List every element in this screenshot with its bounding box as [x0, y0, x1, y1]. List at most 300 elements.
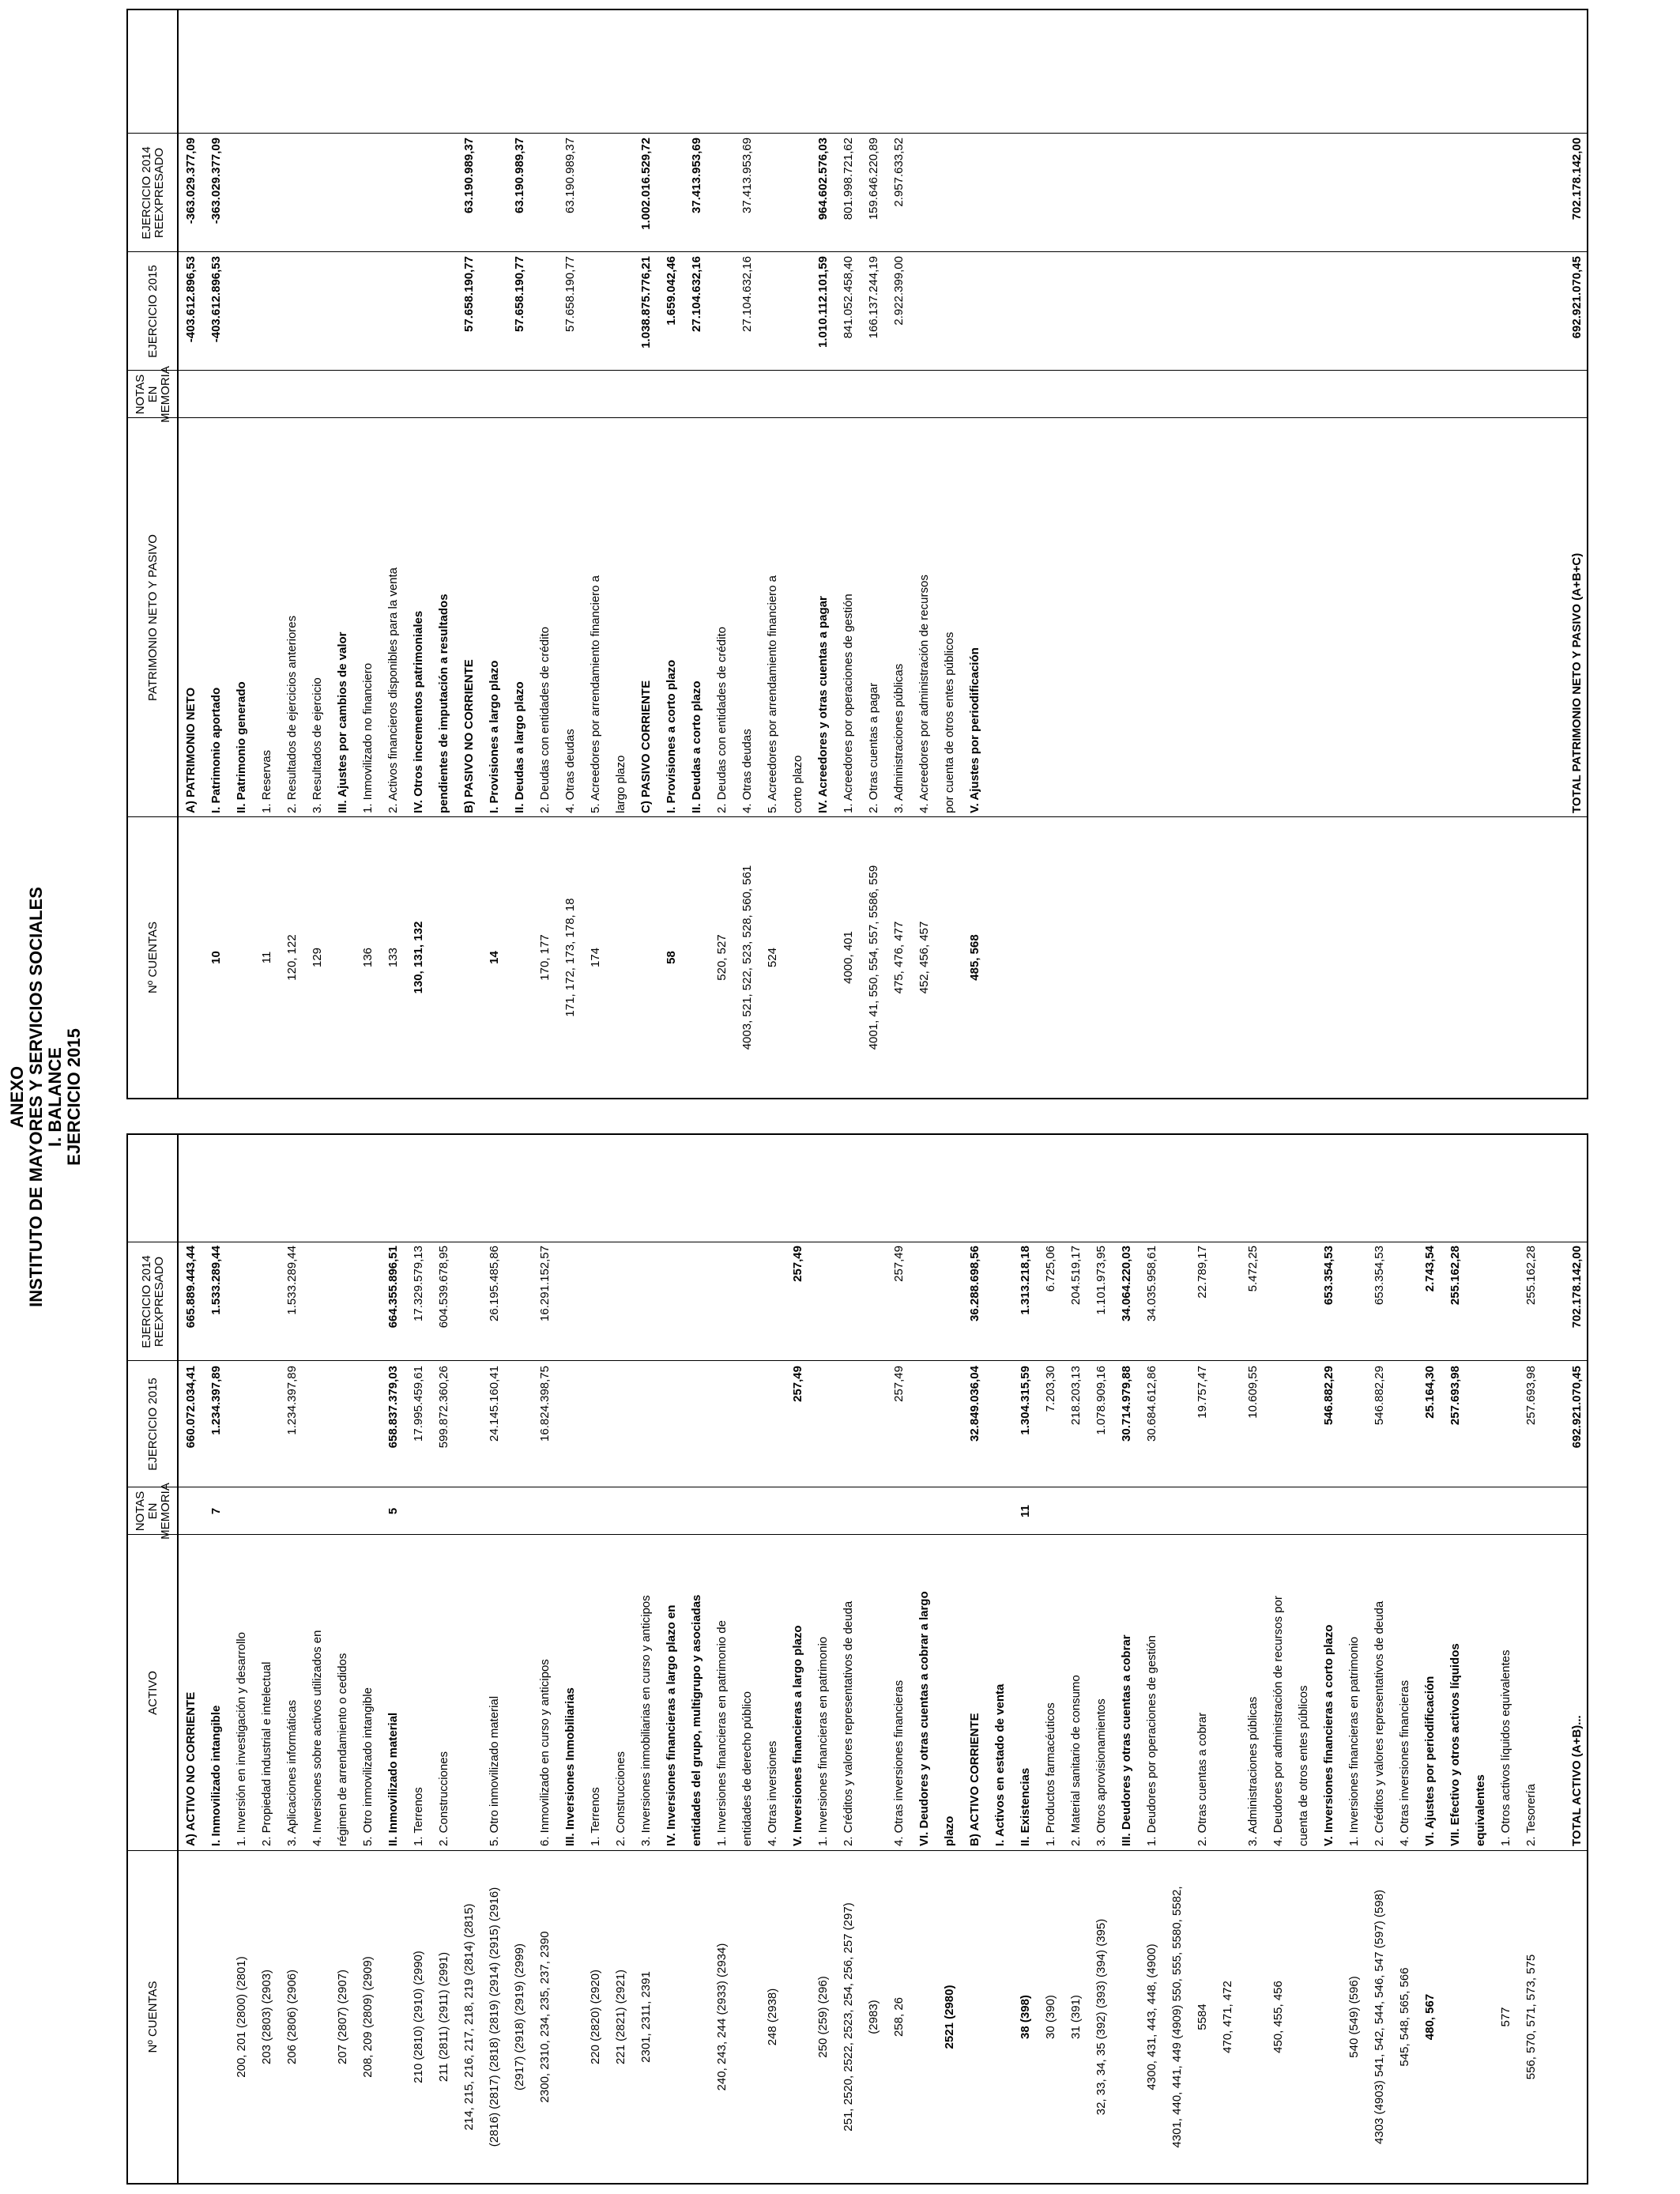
table-row — [942, 1135, 958, 2183]
row-accounts: 4300, 431, 443, 448, (4900) — [1145, 1943, 1158, 2090]
row-value-2015: 32.849.036,04 — [968, 1366, 981, 1442]
table-row — [993, 1135, 1008, 2183]
row-value-2014: 37.413.953,69 — [690, 138, 703, 213]
row-accounts: 14 — [488, 951, 501, 964]
row-accounts: 120, 122 — [285, 934, 299, 981]
header-pasivo: PATRIMONIO NETO Y PASIVO — [146, 534, 160, 701]
row-accounts: 174 — [589, 947, 602, 968]
row-accounts: 4001, 41, 550, 554, 557, 5586, 559 — [867, 865, 880, 1050]
row-accounts: 450, 455, 456 — [1271, 1981, 1285, 2053]
table-row — [1271, 1135, 1286, 2183]
row-accounts: 136 — [361, 947, 375, 968]
row-label: 2. Deudas con entidades de crédito — [538, 627, 552, 813]
row-note: 7 — [209, 1507, 223, 1515]
table-row — [386, 1135, 401, 2183]
table-row — [209, 10, 224, 1098]
row-label: 2. Construcciones — [614, 1751, 627, 1846]
row-label: 3. Resultados de ejercicio — [311, 677, 324, 813]
row-value-2014: 1.533.289,44 — [209, 1246, 223, 1315]
total-row — [1569, 10, 1585, 1098]
row-label: 4. Otras deudas — [563, 729, 577, 813]
row-value-2015: 27.104.632,16 — [740, 256, 754, 332]
row-label: equivalentes — [1474, 1774, 1487, 1846]
header-activo: ACTIVO — [146, 1671, 160, 1715]
table-row — [1498, 1135, 1514, 2183]
table-row — [588, 10, 604, 1098]
row-accounts: 2301, 2311, 2391 — [639, 1971, 653, 2063]
table-row — [1144, 1135, 1160, 2183]
table-row — [512, 10, 528, 1098]
row-value-2015: 692.921.070,45 — [1570, 256, 1584, 339]
row-value-2014: 34.064.220,03 — [1120, 1246, 1133, 1321]
row-label: por cuenta de otros entes públicos — [943, 631, 956, 813]
row-value-2015: 599.872.360,26 — [437, 1366, 450, 1449]
row-value-2015: 1.010.112.101,59 — [816, 256, 830, 348]
row-accounts: 203 (2803) (2903) — [260, 1969, 273, 2065]
row-value-2014: 63.190.989,37 — [563, 138, 577, 213]
table-row — [1347, 1135, 1362, 2183]
row-value-2014: 1.002.016.529,72 — [639, 138, 653, 230]
row-label: B) ACTIVO CORRIENTE — [968, 1713, 981, 1846]
table-row — [1195, 1135, 1211, 2183]
row-value-2015: 546.882,29 — [1322, 1366, 1335, 1426]
row-value-2015: 1.038.875.776,21 — [639, 256, 653, 349]
table-row — [1094, 1135, 1109, 2183]
row-value-2015: -403.612.896,53 — [209, 256, 223, 343]
row-accounts: 130, 131, 132 — [412, 921, 425, 994]
row-label: entidades del grupo, multigrupo y asociadas — [690, 1594, 703, 1846]
pasivo-header — [128, 10, 179, 1098]
row-label: 4. Otras inversiones financieras — [1398, 1679, 1411, 1846]
table-row — [461, 1135, 477, 2183]
row-value-2014: 37.413.953,69 — [740, 138, 754, 213]
row-value-2015: 257,49 — [791, 1366, 804, 1402]
row-value-2014: 22.789,17 — [1196, 1246, 1209, 1299]
table-row — [259, 1135, 275, 2183]
row-value-2014: 964.602.576,03 — [816, 138, 830, 221]
table-row — [891, 10, 907, 1098]
row-accounts: 2300, 2310, 234, 235, 237, 2390 — [538, 1931, 552, 2103]
row-accounts: (2917) (2918) (2919) (2999) — [513, 1943, 526, 2090]
table-row — [1448, 1135, 1463, 2183]
row-label: VI. Ajustes por periodificación — [1423, 1676, 1437, 1846]
row-label: I. Inmovilizado intangible — [209, 1705, 223, 1846]
row-label: III. Inversiones Inmobiliarias — [563, 1687, 577, 1846]
table-row — [537, 1135, 553, 2183]
table-row — [1170, 1135, 1185, 2183]
table-row — [563, 10, 578, 1098]
row-label: 1. Inversiones financieras en patrimonio — [1347, 1636, 1361, 1846]
row-label: 1. Inversión en investigación y desarrollo — [235, 1632, 248, 1846]
row-value-2014: 2.957.633,52 — [892, 138, 906, 207]
row-value-2015: 257.693,98 — [1448, 1366, 1462, 1426]
annex-title: ANEXO — [7, 1065, 27, 1129]
table-row — [1043, 1135, 1059, 2183]
row-value-2014: 26.195.485,86 — [488, 1246, 501, 1321]
table-row — [664, 10, 680, 1098]
table-row — [1296, 1135, 1312, 2183]
table-row — [1321, 1135, 1337, 2183]
row-accounts: 4003, 521, 522, 523, 528, 560, 561 — [740, 865, 754, 1050]
row-accounts: 524 — [766, 947, 779, 968]
row-accounts: 251, 2520, 2522, 2523, 254, 256, 257 (297) — [842, 1902, 855, 2132]
table-row — [537, 10, 553, 1098]
row-accounts: 211 (2811) (2911) (2991) — [437, 1951, 450, 2083]
table-row — [942, 10, 958, 1098]
row-accounts: 4303 (4903) 541, 542, 544, 546, 547 (597) (598) — [1373, 1890, 1386, 2144]
row-label: 2. Créditos y valores representativos de deuda — [842, 1600, 855, 1846]
table-row — [841, 1135, 857, 2183]
row-accounts: 129 — [311, 947, 324, 968]
row-accounts: 577 — [1499, 2007, 1512, 2027]
row-value-2014: 63.190.989,37 — [513, 138, 526, 213]
header-cuentas: Nº CUENTAS — [146, 921, 160, 994]
table-row — [411, 1135, 427, 2183]
row-label: I. Provisiones a corto plazo — [665, 659, 678, 813]
row-label: VII. Efectivo y otros activos líquidos — [1448, 1643, 1462, 1846]
row-accounts: 4301, 440, 441, 449 (4909) 550, 555, 5580, 5582, — [1170, 1886, 1184, 2148]
row-value-2014: 255.162,28 — [1448, 1246, 1462, 1306]
row-value-2014: -363.029.377,09 — [184, 138, 198, 224]
row-accounts: (2816) (2817) (2818) (2819) (2914) (2915) (2916) — [488, 1887, 501, 2147]
row-label: 4. Otras inversiones financieras — [892, 1679, 906, 1846]
row-label: I. Provisiones a largo plazo — [488, 660, 501, 813]
activo-rows — [179, 1135, 1587, 2183]
row-accounts: 4000, 401 — [842, 931, 855, 984]
row-accounts: 170, 177 — [538, 934, 552, 981]
row-label: V. Inversiones financieras a corto plazo — [1322, 1624, 1335, 1846]
row-value-2014: 63.190.989,37 — [462, 138, 476, 213]
table-row — [512, 1135, 528, 2183]
table-row — [790, 10, 806, 1098]
fiscal-year-title: EJERCICIO 2015 — [64, 1028, 84, 1166]
row-label: 2. Activos financieros disponibles para la venta — [386, 567, 400, 813]
row-value-2015: 692.921.070,45 — [1570, 1366, 1584, 1449]
table-row — [1018, 1135, 1034, 2183]
row-label: II. Existencias — [1019, 1767, 1032, 1846]
row-label: 4. Acreedores por administración de recursos — [917, 575, 931, 813]
row-value-2015: 25.164,30 — [1423, 1366, 1437, 1419]
row-label: VI. Deudores y otras cuentas a cobrar a largo — [917, 1591, 931, 1846]
row-label: corto plazo — [791, 755, 804, 813]
table-row — [284, 10, 300, 1098]
row-label: 3. Otros aprovisionamientos — [1094, 1698, 1108, 1846]
row-accounts: 221 (2821) (2921) — [614, 1969, 627, 2065]
table-row — [816, 10, 831, 1098]
row-accounts: 250 (259) (296) — [816, 1976, 830, 2058]
row-accounts: 200, 201 (2800) (2801) — [235, 1956, 248, 2078]
header-notas: NOTAS EN MEMORIA — [134, 366, 172, 423]
row-label: 1. Terrenos — [412, 1787, 425, 1846]
table-row — [1119, 1135, 1135, 2183]
row-value-2015: 841.052.458,40 — [842, 256, 855, 339]
table-row — [183, 10, 199, 1098]
row-label: cuenta de otros entes públicos — [1297, 1685, 1310, 1846]
row-value-2014: 1.313.218,18 — [1019, 1246, 1032, 1315]
row-label: TOTAL ACTIVO (A+B)... — [1570, 1715, 1584, 1846]
row-label: 1. Inmovilizado no financiero — [361, 662, 375, 813]
row-value-2015: 19.757,47 — [1196, 1366, 1209, 1419]
row-accounts: 11 — [260, 951, 273, 964]
row-label: A) ACTIVO NO CORRIENTE — [184, 1691, 198, 1846]
row-accounts: 220 (2820) (2920) — [589, 1969, 602, 2065]
row-value-2015: 10.609,55 — [1246, 1366, 1260, 1419]
table-row — [664, 1135, 680, 2183]
table-row — [816, 1135, 831, 2183]
row-label: 2. Créditos y valores representativos de deuda — [1373, 1600, 1386, 1846]
table-row — [866, 10, 882, 1098]
row-value-2014: 257,49 — [791, 1246, 804, 1282]
row-accounts: 38 (398) — [1019, 1995, 1032, 2039]
row-label: III. Ajustes por cambios de valor — [336, 631, 349, 813]
table-row — [209, 1135, 224, 2183]
table-row — [563, 1135, 578, 2183]
row-value-2014: 702.178.142,00 — [1570, 138, 1584, 221]
table-row — [1524, 1135, 1539, 2183]
table-row — [967, 1135, 983, 2183]
row-accounts: 171, 172, 173, 178, 18 — [563, 898, 577, 1017]
table-row — [891, 1135, 907, 2183]
row-label: 5. Acreedores por arrendamiento financiero a — [766, 575, 779, 813]
row-value-2014: 5.472,25 — [1246, 1246, 1260, 1292]
table-row — [917, 1135, 932, 2183]
row-accounts: 2521 (2980) — [943, 1985, 956, 2049]
row-label: A) PATRIMONIO NETO — [184, 687, 198, 813]
table-row — [259, 10, 275, 1098]
row-value-2015: 218.203,13 — [1069, 1366, 1083, 1426]
row-value-2014: 702.178.142,00 — [1570, 1246, 1584, 1329]
row-value-2015: 7.203,30 — [1044, 1366, 1057, 1412]
table-row — [310, 1135, 326, 2183]
row-value-2014: 653.354,53 — [1373, 1246, 1386, 1306]
table-row — [411, 10, 427, 1098]
row-value-2014: 801.998.721,62 — [842, 138, 855, 221]
row-value-2014: 257,49 — [892, 1246, 906, 1282]
row-note: 5 — [386, 1507, 400, 1515]
table-row — [689, 1135, 705, 2183]
row-accounts: 480, 567 — [1423, 1993, 1437, 2041]
row-label: 1. Otros activos líquidos equivalentes — [1499, 1649, 1512, 1846]
row-value-2015: 257,49 — [892, 1366, 906, 1402]
table-row — [613, 10, 629, 1098]
pasivo-table — [126, 9, 1588, 1099]
row-value-2014: 204.519,17 — [1069, 1246, 1083, 1306]
row-value-2014: 653.354,53 — [1322, 1246, 1335, 1306]
table-row — [487, 10, 503, 1098]
row-label: 5. Otro inmovilizado intangible — [361, 1687, 375, 1846]
row-label: 6. Inmovilizado en curso y anticipos — [538, 1659, 552, 1846]
row-value-2015: 16.824.398,75 — [538, 1366, 552, 1442]
row-accounts: 540 (549) (596) — [1347, 1976, 1361, 2058]
row-accounts: 133 — [386, 947, 400, 968]
row-accounts: 520, 527 — [715, 934, 729, 981]
row-value-2014: 1.101.973,95 — [1094, 1246, 1108, 1315]
row-label: 3. Administraciones públicas — [1246, 1696, 1260, 1846]
row-accounts: 452, 456, 457 — [917, 921, 931, 994]
row-accounts: 240, 243, 244 (2933) (2934) — [715, 1943, 729, 2091]
row-accounts: 248 (2938) — [766, 1988, 779, 2046]
table-row — [335, 10, 351, 1098]
row-label: I. Patrimonio aportado — [209, 687, 223, 813]
row-label: 2. Tesorería — [1524, 1784, 1538, 1846]
table-row — [1397, 1135, 1413, 2183]
row-label: TOTAL PATRIMONIO NETO Y PASIVO (A+B+C) — [1570, 552, 1584, 813]
row-value-2014: 36.288.698,56 — [968, 1246, 981, 1321]
row-label: 4. Inversiones sobre activos utilizados en — [311, 1630, 324, 1846]
table-row — [613, 1135, 629, 2183]
row-value-2014: 604.539.678,95 — [437, 1246, 450, 1329]
row-label: 2. Construcciones — [437, 1751, 450, 1846]
row-label: largo plazo — [614, 755, 627, 813]
row-label: 2. Otras cuentas a pagar — [867, 682, 880, 813]
table-row — [765, 1135, 781, 2183]
row-value-2015: 17.995.459,61 — [412, 1366, 425, 1442]
pasivo-rows — [179, 10, 1587, 1098]
row-value-2015: 1.304.315,59 — [1019, 1366, 1032, 1435]
row-accounts: 5584 — [1196, 2004, 1209, 2030]
table-row — [1245, 1135, 1261, 2183]
table-row — [436, 1135, 452, 2183]
row-value-2015: 1.659.042,46 — [665, 256, 678, 326]
table-row — [765, 10, 781, 1098]
row-label: 2. Material sanitario de consumo — [1069, 1675, 1083, 1846]
row-value-2015: 660.072.034,41 — [184, 1366, 198, 1449]
row-accounts: 31 (391) — [1069, 1995, 1083, 2039]
row-label: 2. Resultados de ejercicios anteriores — [285, 615, 299, 813]
table-row — [183, 1135, 199, 2183]
row-label: 5. Acreedores por arrendamiento financiero a — [589, 575, 602, 813]
header-ejercicio-2015: EJERCICIO 2015 — [146, 265, 160, 358]
table-row — [234, 1135, 250, 2183]
row-label: 4. Otras inversiones — [766, 1740, 779, 1846]
table-row — [1422, 1135, 1438, 2183]
row-value-2014: 665.889.443,44 — [184, 1246, 198, 1329]
row-value-2015: 57.658.190,77 — [462, 256, 476, 332]
header-ejercicio-2015: EJERCICIO 2015 — [146, 1378, 160, 1471]
row-label: III. Deudores y otras cuentas a cobrar — [1120, 1634, 1133, 1846]
row-label: pendientes de imputación a resultados — [437, 594, 450, 813]
table-row — [967, 10, 983, 1098]
row-value-2014: 664.355.896,51 — [386, 1246, 400, 1329]
header-ejercicio-2014: EJERCICIO 2014 REEXPRESADO — [140, 1255, 166, 1348]
row-value-2015: 30.714.979,88 — [1120, 1366, 1133, 1442]
table-row — [386, 10, 401, 1098]
row-label: 2. Propiedad industrial e intelectual — [260, 1661, 273, 1846]
table-row — [638, 10, 654, 1098]
row-value-2015: 2.922.399,00 — [892, 256, 906, 326]
row-accounts: 475, 476, 477 — [892, 921, 906, 994]
table-row — [1372, 1135, 1388, 2183]
row-value-2014: -363.029.377,09 — [209, 138, 223, 224]
row-accounts: (2983) — [867, 2000, 880, 2034]
row-value-2015: 30.684.612,86 — [1145, 1366, 1158, 1442]
row-value-2015: 1.234.397,89 — [209, 1366, 223, 1435]
row-label: II. Deudas a largo plazo — [513, 681, 526, 813]
row-value-2015: 658.837.379,03 — [386, 1366, 400, 1449]
balance-title: I. BALANCE — [45, 1047, 65, 1147]
row-accounts: 258, 26 — [892, 1996, 906, 2038]
row-accounts: 206 (2806) (2906) — [285, 1969, 299, 2065]
row-accounts: 545, 548, 565, 566 — [1398, 1967, 1411, 2067]
header-ejercicio-2014: EJERCICIO 2014 REEXPRESADO — [140, 146, 166, 239]
table-row — [689, 10, 705, 1098]
table-row — [841, 10, 857, 1098]
row-label: I. Activos en estado de venta — [993, 1683, 1007, 1846]
row-value-2014: 1.533.289,44 — [285, 1246, 299, 1315]
table-row — [1473, 1135, 1489, 2183]
table-row — [487, 1135, 503, 2183]
row-accounts: 30 (390) — [1044, 1995, 1057, 2039]
row-label: 1. Deudores por operaciones de gestión — [1145, 1635, 1158, 1846]
row-label: 1. Reservas — [260, 749, 273, 813]
table-row — [740, 10, 755, 1098]
row-value-2015: 57.658.190,77 — [563, 256, 577, 332]
row-label: IV. Acreedores y otras cuentas a pagar — [816, 596, 830, 813]
row-label: plazo — [943, 1815, 956, 1846]
row-label: V. Inversiones financieras a largo plazo — [791, 1625, 804, 1846]
row-label: B) PASIVO NO CORRIENTE — [462, 659, 476, 813]
table-row — [1068, 1135, 1084, 2183]
row-accounts: 58 — [665, 951, 678, 964]
row-accounts: 10 — [209, 951, 223, 964]
table-row — [436, 10, 452, 1098]
table-row — [1569, 1135, 1585, 2183]
row-value-2015: 27.104.632,16 — [690, 256, 703, 332]
row-label: 1. Inversiones financieras en patrimonio de — [715, 1620, 729, 1846]
row-label: IV. Inversiones financieras a largo plazo en — [665, 1604, 678, 1846]
row-value-2014: 17.329.579,13 — [412, 1246, 425, 1321]
row-accounts: 32, 33, 34, 35 (392) (393) (394) (395) — [1094, 1918, 1108, 2116]
row-label: 1. Acreedores por operaciones de gestión — [842, 594, 855, 813]
table-row — [740, 1135, 755, 2183]
table-row — [284, 1135, 300, 2183]
row-label: régimen de arrendamiento o cedidos — [336, 1653, 349, 1846]
row-label: 1. Productos farmacéuticos — [1044, 1702, 1057, 1846]
row-accounts: 485, 568 — [968, 934, 981, 981]
row-label: C) PASIVO CORRIENTE — [639, 680, 653, 813]
row-label: IV. Otros incrementos patrimoniales — [412, 610, 425, 813]
table-row — [790, 1135, 806, 2183]
row-label: 2. Deudas con entidades de crédito — [715, 627, 729, 813]
row-value-2015: 1.234.397,89 — [285, 1366, 299, 1435]
row-value-2015: 166.137.244,19 — [867, 256, 880, 339]
row-value-2014: 159.646.220,89 — [867, 138, 880, 221]
row-value-2015: 24.145.160,41 — [488, 1366, 501, 1442]
row-value-2014: 2.743,54 — [1423, 1246, 1437, 1292]
row-value-2014: 255.162,28 — [1524, 1246, 1538, 1306]
row-label: II. Patrimonio generado — [235, 681, 248, 813]
table-row — [1220, 1135, 1236, 2183]
row-value-2015: 1.078.909,16 — [1094, 1366, 1108, 1435]
row-accounts: 556, 570, 571, 573, 575 — [1524, 1954, 1538, 2080]
activo-table — [126, 1133, 1588, 2185]
row-label: 5. Otro inmovilizado material — [488, 1695, 501, 1846]
row-label: entidades de derecho público — [740, 1691, 754, 1846]
table-row — [917, 10, 932, 1098]
header-cuentas: Nº CUENTAS — [146, 1981, 160, 2053]
table-row — [310, 10, 326, 1098]
row-value-2014: 16.291.152,57 — [538, 1246, 552, 1321]
table-row — [234, 10, 250, 1098]
table-row — [638, 1135, 654, 2183]
row-label: 1. Inversiones financieras en patrimonio — [816, 1636, 830, 1846]
row-label: 3. Inversiones inmobiliarias en curso y anticipos — [639, 1595, 653, 1846]
table-row — [360, 10, 376, 1098]
table-row — [714, 10, 730, 1098]
row-value-2015: -403.612.896,53 — [184, 256, 198, 343]
row-value-2014: 6.725,06 — [1044, 1246, 1057, 1292]
row-label: II. Deudas a corto plazo — [690, 680, 703, 813]
